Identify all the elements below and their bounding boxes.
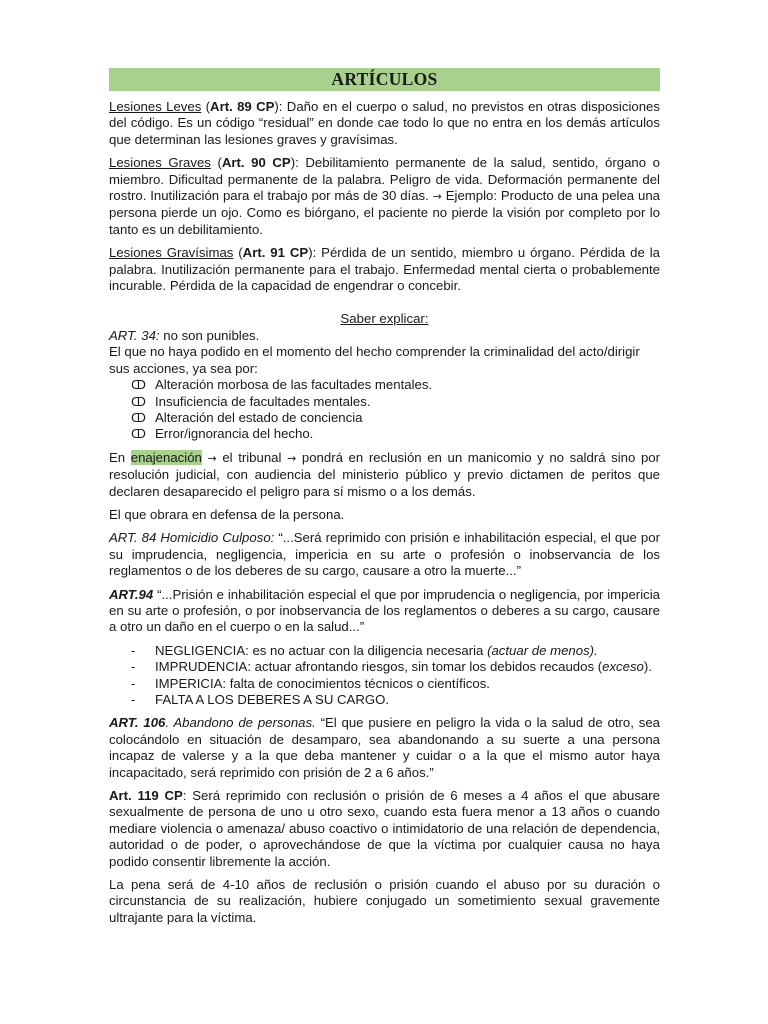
paragraph-art34: ART. 34: no son punibles. bbox=[109, 327, 260, 343]
paragraph-lesiones-leves: Lesiones Leves (Art. 89 CP): Daño en el cuerpo o salud, no previstos en otras disposiciones del código. Es un código “residual” en donde cae todo lo que no entra en los demás artículos que determinan las lesiones graves y gravísimas. bbox=[109, 99, 660, 147]
list-item: ↀ Alteración morbosa de las facultades mentales. bbox=[131, 377, 433, 393]
article-label: ART. 84 bbox=[109, 530, 157, 546]
article-label: ART. 34: bbox=[109, 327, 160, 343]
highlighted-term: enajenación bbox=[130, 449, 202, 465]
list-item: - FALTA A LOS DEBERES A SU CARGO. bbox=[131, 692, 390, 707]
term-lesiones-gravisimas: Lesiones Gravísimas bbox=[109, 245, 234, 261]
list-item: - NEGLIGENCIA: es no actuar con la diligencia necesaria (actuar de menos). bbox=[131, 642, 598, 658]
ring-bullet-icon: ↀ bbox=[131, 378, 145, 393]
list-item: ↀ Error/ignorancia del hecho. bbox=[131, 426, 314, 442]
article-label: ART. 106 bbox=[109, 715, 166, 731]
paragraph-lesiones-graves: Lesiones Graves (Art. 90 CP): Debilitamiento permanente de la salud, sentido, órgano o miembro. Dificultad permanente de la palabra. Peligro de vida. Deformación permanente del rostro. Inutilización para el trabajo por más de 30 días. → Ejemplo: Producto de una pelea una persona pierde un ojo. Como es biórgano, el paciente no pierde la visión por completo por lo tanto es un debilitamiento. bbox=[109, 155, 660, 237]
list-item: - IMPERICIA: falta de conocimientos técnicos o científicos. bbox=[131, 675, 490, 691]
paragraph-defensa: El que obrara en defensa de la persona. bbox=[109, 506, 345, 522]
arrow-right-icon: → bbox=[287, 451, 297, 465]
paragraph-pena: La pena será de 4-10 años de reclusión o prisión cuando el abuso por su duración o circunstancia de su realización, hubiere conjugado un sometimiento sexual gravemente ultrajante para la víctima. bbox=[109, 877, 660, 925]
paragraph-art84: ART. 84 Homicidio Culposo: “...Será reprimido con prisión e inhabilitación especial, el que por su imprudencia, negligencia, impericia en su arte o profesión o inobservancia de los reglamentos o de los deberes de su cargo, causare a otro la muerte...” bbox=[109, 530, 660, 579]
paragraph-art106: ART. 106. Abandono de personas. “El que pusiere en peligro la vida o la salud de otro, sea colocándolo en situación de desamparo, sea abandonando a su suerte a una persona incapaz de valerse y a la que deba mantener y cuidar o a la que el mismo autor haya incapacitado, será reprimido con prisión de 2 a 6 años.” bbox=[109, 715, 660, 780]
article-label: Art. 119 CP bbox=[109, 788, 183, 804]
list-art34 bbox=[109, 377, 660, 443]
list-item: ↀ Insuficiencia de facultades mentales. bbox=[131, 393, 371, 409]
term-lesiones-graves: Lesiones Graves bbox=[109, 155, 211, 171]
article-label: ART.94 bbox=[109, 586, 154, 602]
list-art94 bbox=[109, 643, 660, 709]
arrow-right-icon: → bbox=[207, 451, 217, 465]
paragraph-art94: ART.94 “...Prisión e inhabilitación especial el que por imprudencia o negligencia, por impericia en su arte o profesión, o por inobservancia de los reglamentos o deberes a su cargo, causare a otro un daño en el cuerpo o en la salud...” bbox=[109, 586, 660, 635]
ring-bullet-icon: ↀ bbox=[131, 427, 145, 442]
section-heading-saber-explicar: Saber explicar: bbox=[340, 311, 429, 327]
arrow-right-icon: → bbox=[432, 190, 442, 204]
article-ref: Art. 90 CP bbox=[221, 155, 291, 171]
paragraph-art34-intro: El que no haya podido en el momento del hecho comprender la criminalidad del acto/dirigir sus acciones, ya sea por: bbox=[109, 344, 640, 376]
term-lesiones-leves: Lesiones Leves bbox=[109, 99, 202, 114]
paragraph-enajenacion: En enajenación → el tribunal → pondrá en reclusión en un manicomio y no saldrá sino por resolución judicial, con audiencia del ministerio público y previo dictamen de peritos que declaren desaparecido el peligro para sí mismo o a los demás. bbox=[109, 449, 660, 499]
dash-bullet-icon: - bbox=[131, 642, 136, 658]
paragraph-lesiones-gravisimas: Lesiones Gravísimas (Art. 91 CP): Pérdida de un sentido, miembro u órgano. Pérdida de la palabra. Inutilización permanente para el trabajo. Enfermedad mental cierta o probablemente incurable. Pérdida de la capacidad de engendrar o concebir. bbox=[109, 245, 660, 294]
dash-bullet-icon: - bbox=[131, 659, 136, 675]
article-ref: Art. 89 CP bbox=[210, 99, 275, 114]
list-item: ↀ Alteración del estado de conciencia bbox=[131, 409, 363, 425]
dash-bullet-icon: - bbox=[131, 675, 136, 691]
ring-bullet-icon: ↀ bbox=[131, 394, 145, 409]
page-title: ARTÍCULOS bbox=[109, 68, 660, 91]
list-item: - IMPRUDENCIA: actuar afrontando riesgos, sin tomar los debidos recaudos (exceso). bbox=[131, 659, 652, 675]
ring-bullet-icon: ↀ bbox=[131, 410, 145, 425]
paragraph-art119: Art. 119 CP: Será reprimido con reclusión o prisión de 6 meses a 4 años el que abusare sexualmente de persona de uno u otro sexo, cuando esta fuera menor a 13 años o cuando mediare violencia o amenaza/ abuso coactivo o intimidatorio de una relación de dependencia, autoridad o de poder, o aprovechándose de que la víctima por cualquier causa no haya podido consentir libremente la acción. bbox=[109, 788, 660, 869]
dash-bullet-icon: - bbox=[131, 692, 136, 707]
article-ref: Art. 91 CP bbox=[242, 245, 309, 261]
